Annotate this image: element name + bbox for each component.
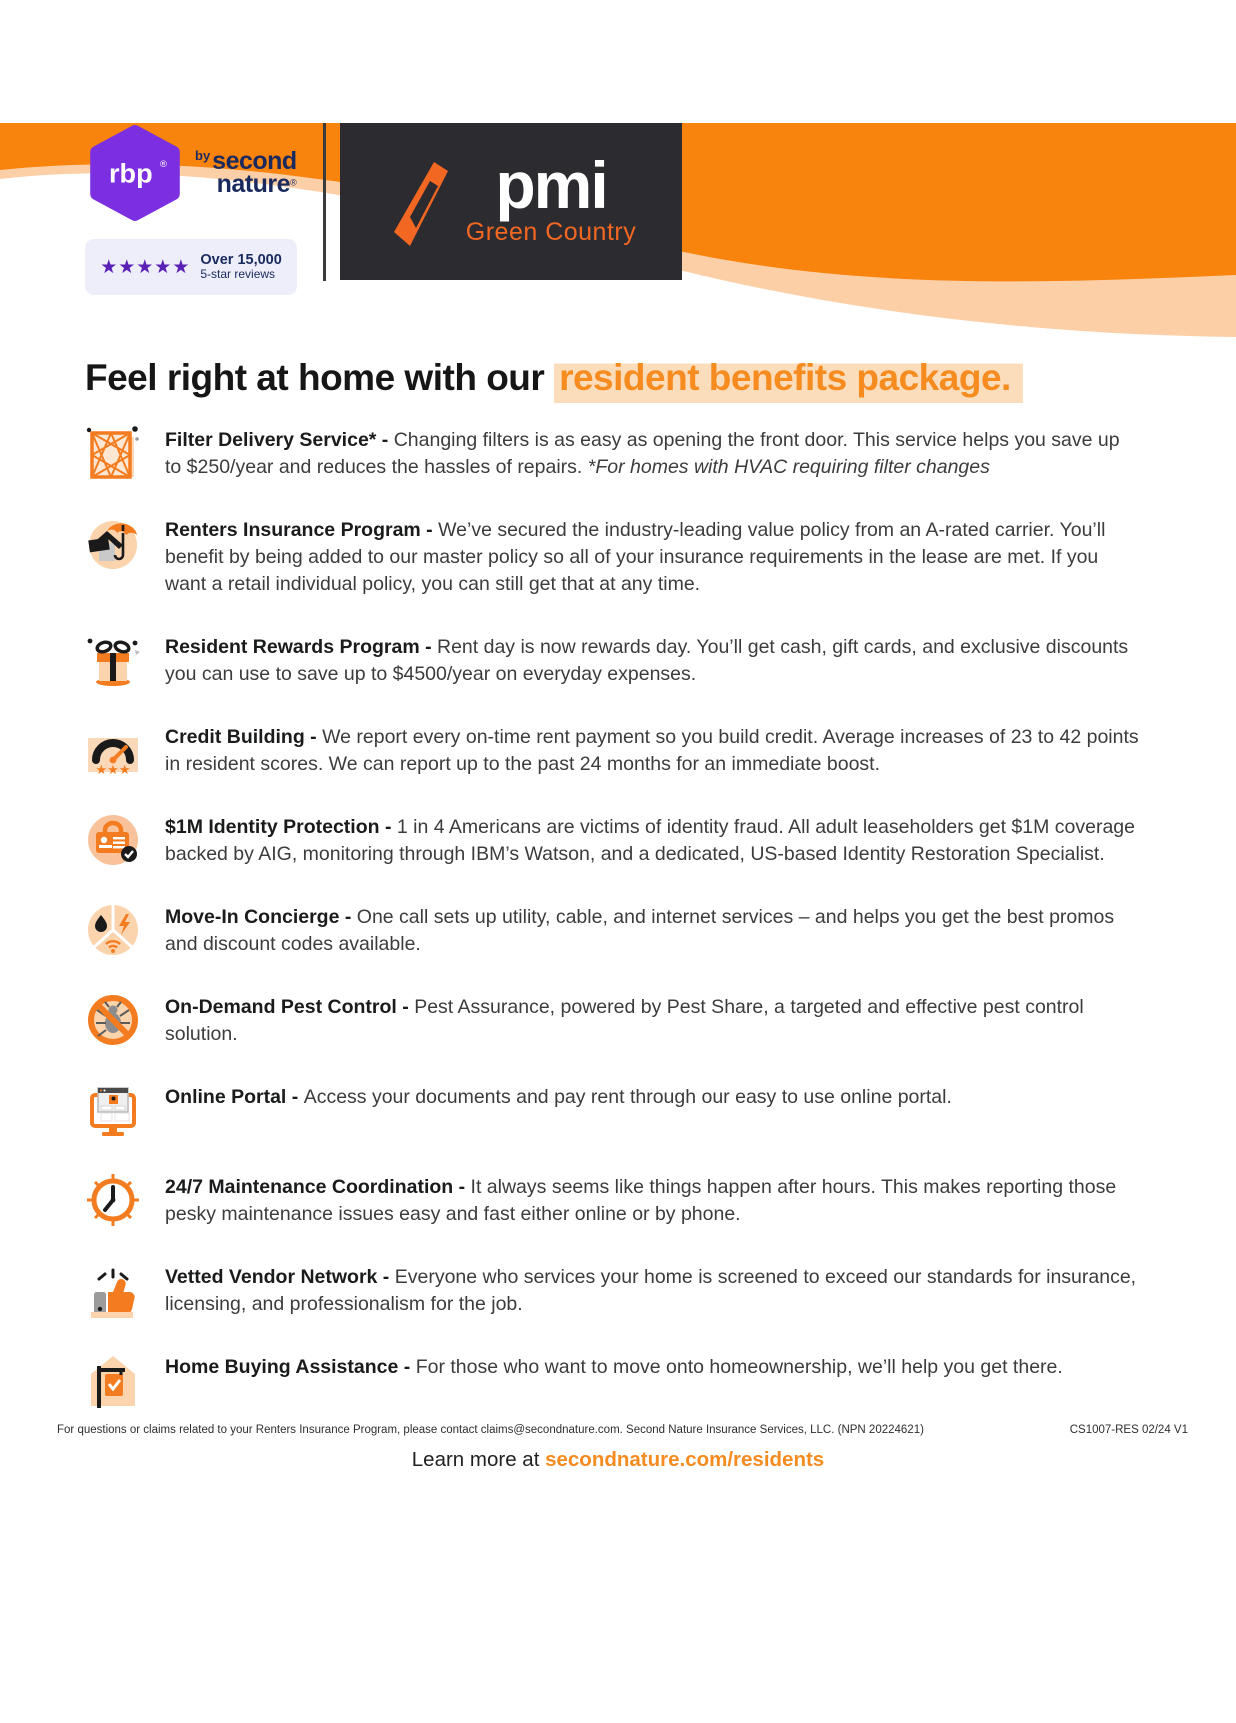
benefit-row-pest-control (85, 992, 1236, 1048)
benefit-row-identity-protection (85, 812, 1236, 868)
thumbs-up-icon (85, 1262, 141, 1318)
benefit-desc: 1 in 4 Americans are victims of identity fraud. All adult leaseholders get $1M coverage backed by AIG, monitoring through IBM’s Watson, and a dedicated, US-based Identity Restoration Specialist. (165, 816, 1135, 865)
benefit-desc: We report every on-time rent payment so you build credit. Average increases of 23 to 42 points in resident scores. We can report up to the past 24 months for an immediate boost. (165, 726, 1139, 775)
insurance-disclaimer: For questions or claims related to your Renters Insurance Program, please contact claims@secondnature.com. Second Nature Insurance Services, LLC. (NPN 20224621) (57, 1424, 924, 1436)
benefit-row-maintenance (85, 1172, 1236, 1228)
benefit-row-credit-building (85, 722, 1236, 778)
reviews-label: 5-star reviews (200, 267, 276, 282)
filter-icon (85, 425, 141, 481)
benefit-desc: Pest Assurance, powered by Pest Share, a targeted and effective pest control solution. (165, 996, 1084, 1045)
benefit-row-filter-delivery (85, 425, 1236, 481)
benefit-desc: Changing filters is as easy as opening the front door. This service helps you save up to $250/year and reduces the hassles of repairs. (165, 429, 1120, 478)
pmi-logo-icon (386, 154, 452, 250)
svg-text:rbp: rbp (109, 157, 153, 189)
benefit-title: 24/7 Maintenance Coordination - (165, 1176, 471, 1198)
benefit-row-online-portal (85, 1082, 1236, 1138)
benefit-title: Filter Delivery Service* - (165, 429, 394, 451)
pmi-wordmark: pmi (495, 148, 607, 223)
reviews-badge (85, 239, 297, 295)
rbp-logo-icon (85, 123, 185, 223)
headline-highlight: resident benefits package. (554, 357, 1023, 403)
benefit-desc: Access your documents and pay rent through our easy to use online portal. (303, 1086, 952, 1108)
rbp-second-nature-logo (85, 123, 317, 295)
clock-icon (85, 1172, 141, 1228)
pmi-location: Green Country (465, 217, 637, 246)
benefit-desc: For those who want to move onto homeownership, we’ll help you get there. (415, 1356, 1063, 1378)
benefit-row-vendor-network (85, 1262, 1236, 1318)
learn-more-line (0, 1448, 1236, 1472)
benefit-title: Credit Building - (165, 726, 323, 748)
pmi-logo (340, 123, 682, 280)
page-title (85, 357, 1236, 399)
benefit-title: Online Portal - (165, 1086, 304, 1108)
benefit-title: Move-In Concierge - (165, 906, 357, 928)
umbrella-home-icon (85, 515, 141, 571)
nature-word: nature (216, 170, 291, 198)
utilities-icon (85, 902, 141, 958)
credit-gauge-icon (85, 722, 141, 778)
benefit-title: On-Demand Pest Control - (165, 996, 415, 1018)
online-portal-icon (85, 1082, 141, 1138)
benefit-desc: Rent day is now rewards day. You’ll get cash, gift cards, and exclusive discounts you can use to save up to $4500/year on everyday expenses. (165, 636, 1129, 685)
benefit-desc: It always seems like things happen after hours. This makes reporting those pesky maintenance issues easy and fast either online or by phone. (165, 1176, 1117, 1225)
benefit-row-renters-insurance (85, 515, 1236, 598)
identity-protection-icon (85, 812, 141, 868)
logo-divider (323, 123, 326, 281)
benefit-title: Home Buying Assistance - (165, 1356, 416, 1378)
five-stars-icon: ★★★★★ (100, 256, 191, 278)
svg-text:®: ® (160, 158, 167, 169)
benefit-title: Vetted Vendor Network - (165, 1266, 395, 1288)
logo-band (85, 123, 1236, 295)
benefit-title: Renters Insurance Program - (165, 519, 439, 541)
learn-more-link[interactable]: secondnature.com/residents (545, 1448, 825, 1471)
by-label: by (195, 148, 211, 163)
svg-text:★★★: ★★★ (95, 763, 131, 778)
second-word: second (212, 147, 297, 175)
benefit-desc: Everyone who services your home is screened to exceed our standards for insurance, licensing, and professionalism for the job. (165, 1266, 1137, 1315)
document-code: CS1007-RES 02/24 V1 (1069, 1424, 1188, 1436)
benefit-row-move-in-concierge (85, 902, 1236, 958)
benefit-row-resident-rewards (85, 632, 1236, 688)
benefit-row-home-buying (85, 1352, 1236, 1408)
gift-icon (85, 632, 141, 688)
pest-control-icon (85, 992, 141, 1048)
benefit-title: $1M Identity Protection - (165, 816, 397, 838)
headline-plain: Feel right at home with our (85, 357, 555, 398)
benefit-footnote: *For homes with HVAC requiring filter changes (587, 456, 990, 478)
benefits-list (85, 425, 1236, 1408)
benefit-desc: One call sets up utility, cable, and internet services – and helps you get the best promos and discount codes available. (165, 906, 1115, 955)
reviews-count: Over 15,000 (200, 251, 282, 268)
home-sold-icon (85, 1352, 141, 1408)
learn-more-prefix: Learn more at (411, 1448, 546, 1471)
registered-mark: ® (290, 177, 297, 188)
benefit-desc: We’ve secured the industry-leading value policy from an A-rated carrier. You’ll benefit by being added to our master policy so all of your insurance requirements in the lease are met. If you want a retail individual policy, you can still get that at any time. (165, 519, 1106, 595)
second-nature-wordmark (195, 149, 297, 197)
benefit-title: Resident Rewards Program - (165, 636, 437, 658)
fine-print-row (57, 1424, 1188, 1436)
